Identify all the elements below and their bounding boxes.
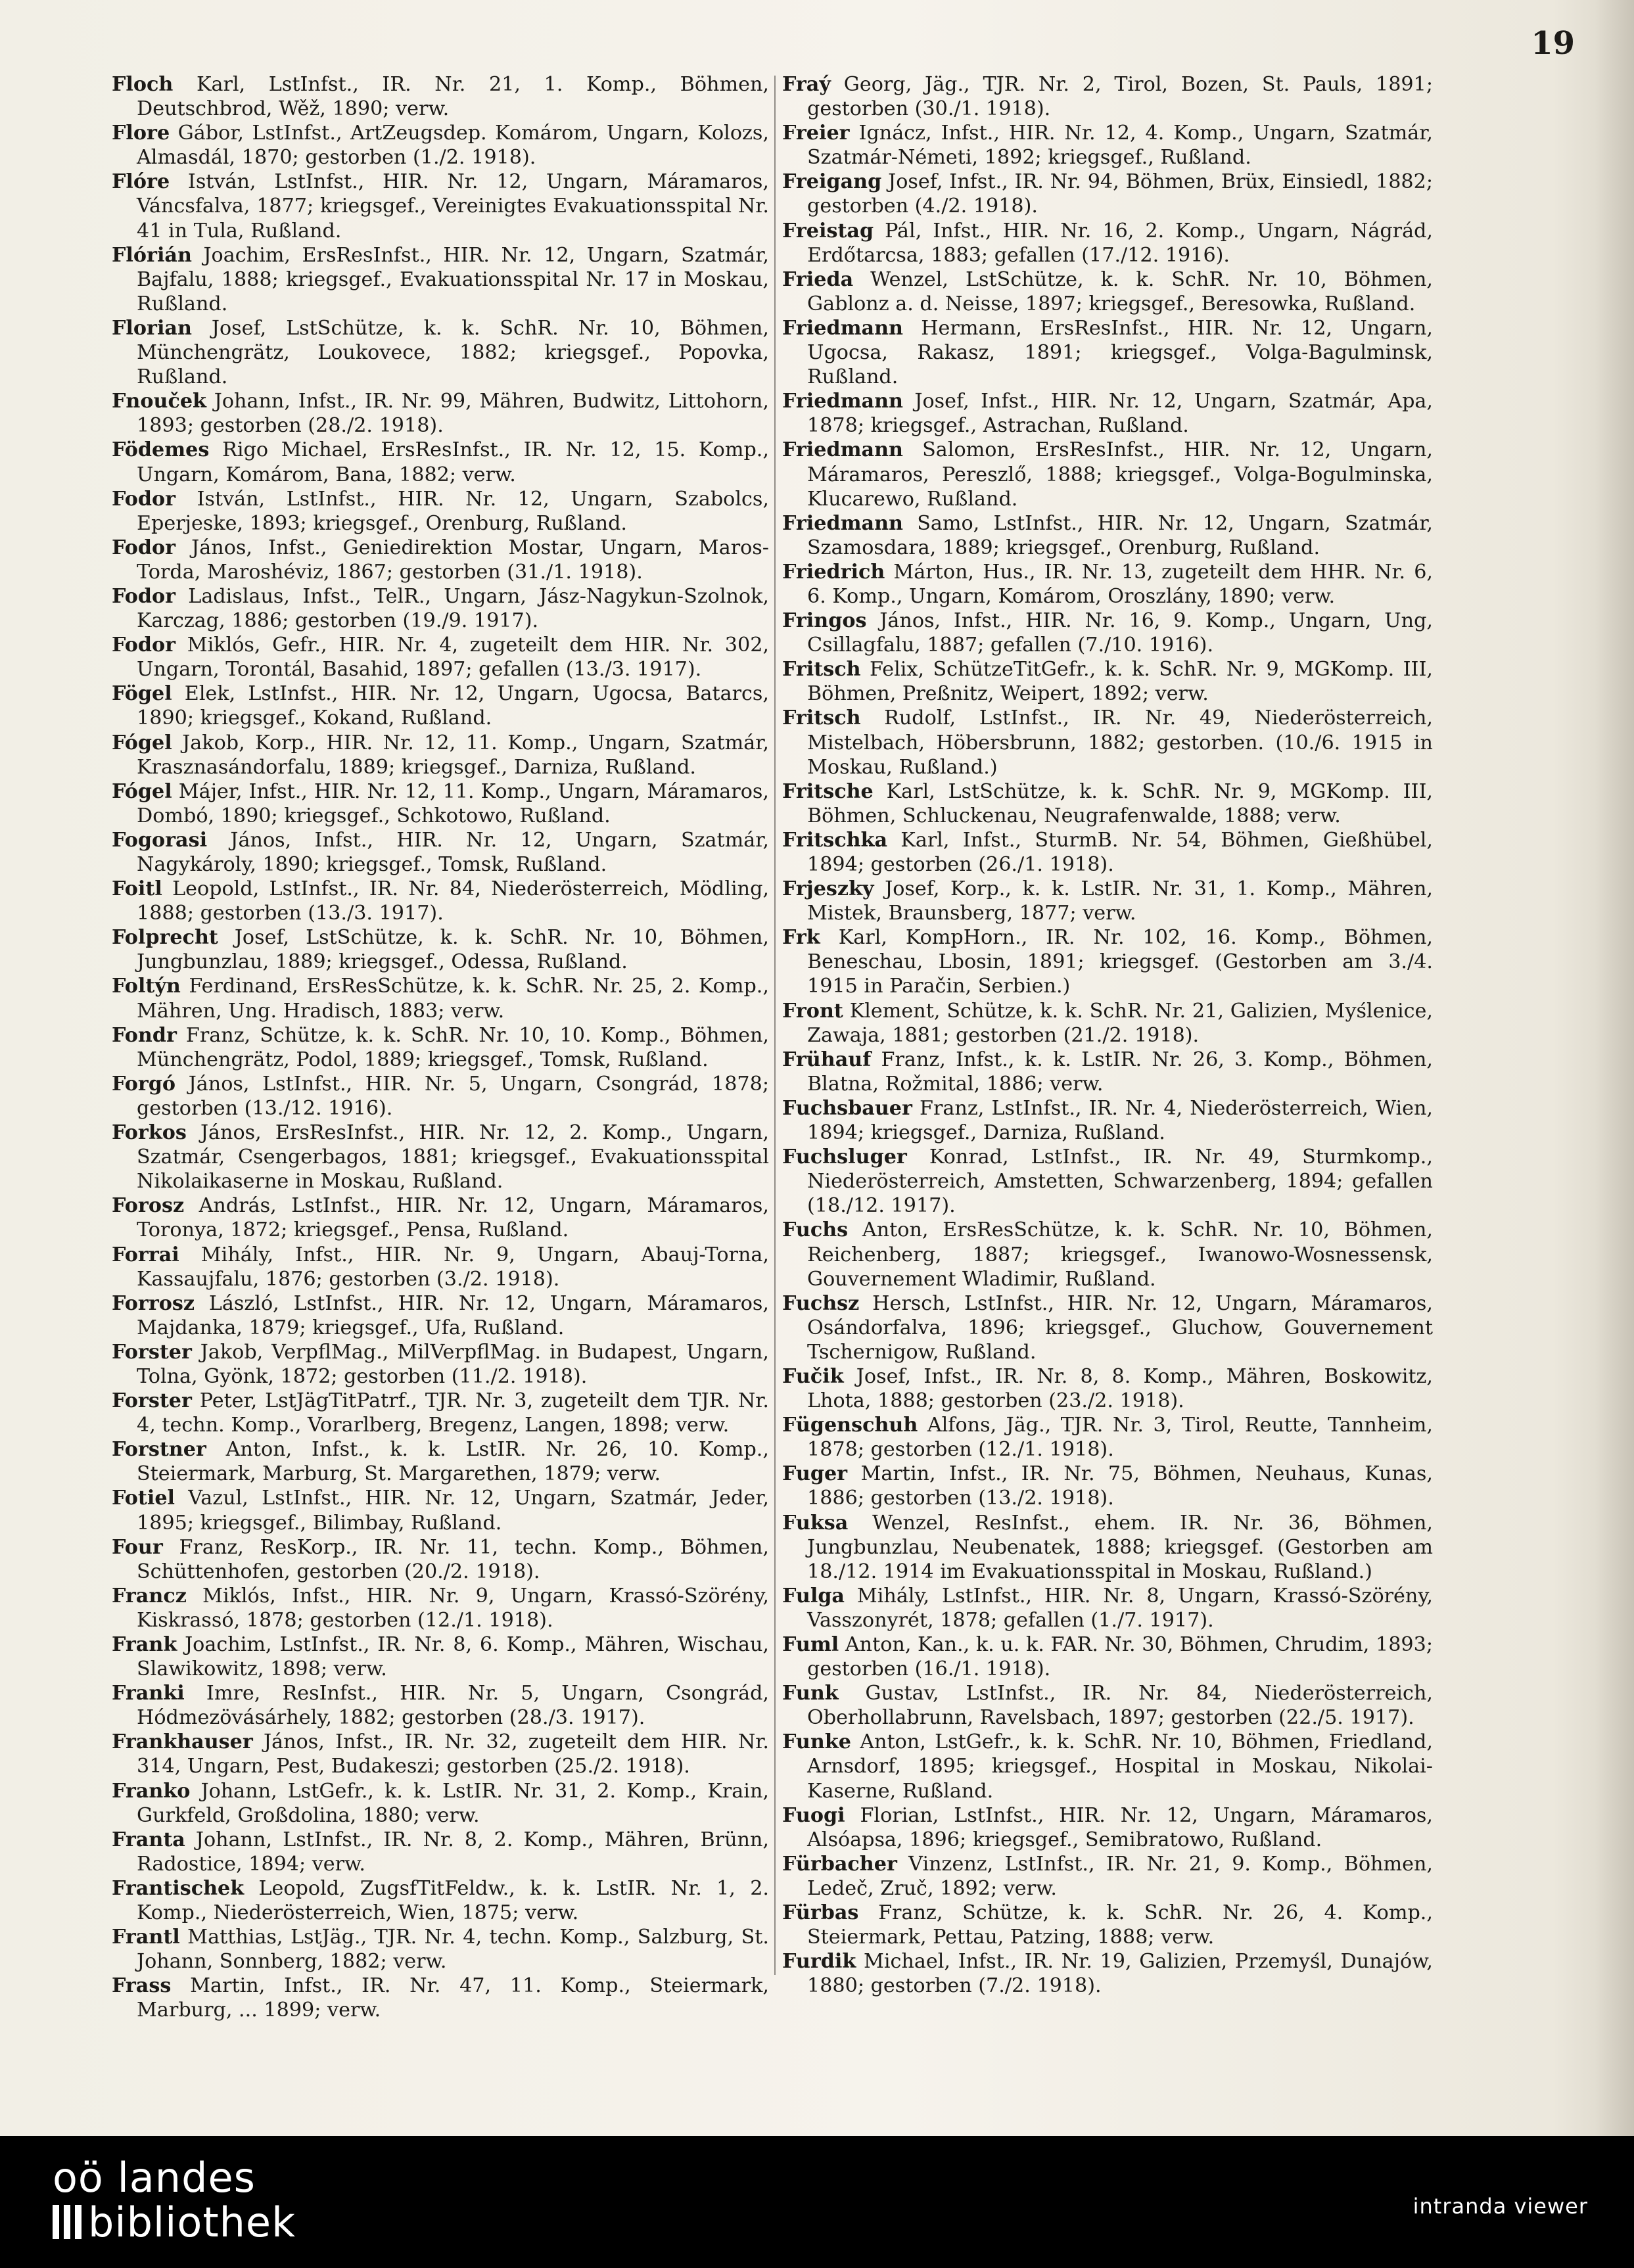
register-entry: [112, 121, 769, 170]
entry-details: Hersch, LstInfst., HIR. Nr. 12, Ungarn, Máramaros, Osándorfalva, 1896; kriegsgef., Gluchow, Gouvernement Tschernigow, Rußland.: [807, 1291, 1433, 1364]
page-edge-shadow: [1595, 0, 1634, 2136]
register-entry: [112, 1535, 769, 1584]
entry-surname: Frantischek: [112, 1876, 245, 1900]
register-entry: [782, 1803, 1433, 1852]
entry-surname: Floch: [112, 73, 174, 96]
entry-details: Johann, LstInfst., IR. Nr. 8, 2. Komp., Mähren, Brünn, Radostice, 1894; verw.: [137, 1828, 769, 1876]
entry-surname: Four: [112, 1535, 163, 1559]
register-entry: [782, 1632, 1433, 1681]
entry-surname: Fügenschuh: [782, 1414, 918, 1437]
entry-details: János, Infst., IR. Nr. 32, zugeteilt dem HIR. Nr. 314, Ungarn, Pest, Budakeszi; gestorben (25./2. 1918).: [137, 1730, 769, 1778]
entry-details: Karl, KompHorn., IR. Nr. 102, 16. Komp., Böhmen, Beneschau, Lbosin, 1891; kriegsgef. (Gestorben am 3./4. 1915 in Paračin, Serbien.): [807, 926, 1433, 998]
entry-surname: Födemes: [112, 438, 210, 462]
entry-details: Leopold, LstInfst., IR. Nr. 84, Niederösterreich, Mödling, 1888; gestorben (13./3. 1917).: [137, 877, 769, 925]
entry-surname: Freistag: [782, 219, 874, 243]
entry-details: Franz, Infst., k. k. LstIR. Nr. 26, 3. Komp., Böhmen, Blatna, Rožmital, 1886; verw.: [807, 1048, 1433, 1096]
entry-details: Johann, LstGefr., k. k. LstIR. Nr. 31, 2. Komp., Krain, Gurkfeld, Großdolina, 1880; verw.: [137, 1779, 769, 1827]
register-entry: [782, 1681, 1433, 1730]
entry-details: János, Infst., HIR. Nr. 16, 9. Komp., Ungarn, Ung, Csillagfalu, 1887; gefallen (7./10. 1916).: [807, 609, 1433, 657]
entry-surname: Furdik: [782, 1950, 856, 1974]
entry-surname: Fodor: [112, 487, 176, 511]
register-entry: [782, 657, 1433, 706]
entry-details: Samo, LstInfst., HIR. Nr. 12, Ungarn, Szatmár, Szamosdara, 1889; kriegsgef., Orenburg, Rußland.: [807, 511, 1433, 559]
entry-surname: Fuger: [782, 1462, 848, 1486]
entry-details: Rigo Michael, ErsResInfst., IR. Nr. 12, 15. Komp., Ungarn, Komárom, Bana, 1882; verw.: [137, 438, 769, 486]
register-entry: [112, 1925, 769, 1974]
entry-surname: Fuogi: [782, 1803, 845, 1827]
entry-details: Franz, LstInfst., IR. Nr. 4, Niederösterreich, Wien, 1894; kriegsgef., Darniza, Rußland.: [807, 1096, 1433, 1145]
entry-details: Májer, Infst., HIR. Nr. 12, 11. Komp., Ungarn, Máramaros, Dombó, 1890; kriegsgef., Schkotowo, Rußland.: [137, 779, 769, 827]
register-entry: [782, 1096, 1433, 1145]
entry-details: Josef, Infst., HIR. Nr. 12, Ungarn, Szatmár, Apa, 1878; kriegsgef., Astrachan, Rußland.: [807, 390, 1433, 438]
entry-surname: Fürbas: [782, 1901, 859, 1925]
entry-details: Pál, Infst., HIR. Nr. 16, 2. Komp., Ungarn, Nágrád, Erdőtarcsa, 1883; gefallen (17./12. 1916).: [807, 219, 1433, 267]
entry-surname: Fritsch: [782, 658, 861, 682]
register-entry: [782, 1901, 1433, 1949]
register-entry: [782, 438, 1433, 511]
entry-surname: Fraý: [782, 73, 831, 96]
entry-surname: Frantl: [112, 1926, 180, 1949]
entry-details: Anton, Infst., k. k. LstIR. Nr. 26, 10. Komp., Steiermark, Marburg, St. Margarethen, 1879; verw.: [137, 1438, 769, 1486]
entry-details: Jakob, Korp., HIR. Nr. 12, 11. Komp., Ungarn, Szatmár, Krasznasándorfalu, 1889; kriegsgef., Darniza, Rußland.: [137, 731, 769, 779]
entry-details: Joachim, LstInfst., IR. Nr. 8, 6. Komp., Mähren, Wischau, Slawikowitz, 1898; verw.: [137, 1633, 769, 1681]
entry-surname: Friedrich: [782, 560, 885, 584]
entry-surname: Fodor: [112, 584, 176, 608]
entry-surname: Forrosz: [112, 1291, 195, 1315]
entry-details: Karl, LstSchütze, k. k. SchR. Nr. 9, MGKomp. III, Böhmen, Schluckenau, Neugrafenwalde, 1888; verw.: [807, 779, 1433, 827]
entry-surname: Fnouček: [112, 390, 206, 413]
register-entry: [112, 682, 769, 730]
register-entry: [112, 584, 769, 633]
entry-details: Márton, Hus., IR. Nr. 13, zugeteilt dem HHR. Nr. 6, 6. Komp., Ungarn, Komárom, Oroszlány, 1890; verw.: [807, 560, 1433, 608]
register-entry: [782, 877, 1433, 925]
register-entry: [112, 1243, 769, 1291]
register-entry: [782, 828, 1433, 877]
right-column: [782, 72, 1433, 1998]
register-entry: [782, 267, 1433, 316]
entry-surname: Fogorasi: [112, 828, 208, 852]
entry-surname: Foitl: [112, 877, 162, 901]
viewer-label: intranda viewer: [1412, 2194, 1588, 2219]
register-entry: [112, 1023, 769, 1072]
entry-details: Hermann, ErsResInfst., HIR. Nr. 12, Ungarn, Ugocsa, Rakasz, 1891; kriegsgef., Volga-Bagulminsk, Rußland.: [807, 316, 1433, 389]
register-entry: [112, 170, 769, 243]
entry-surname: Frankhauser: [112, 1730, 253, 1754]
register-entry: [782, 1413, 1433, 1462]
entry-details: Josef, Korp., k. k. LstIR. Nr. 31, 1. Komp., Mähren, Mistek, Braunsberg, 1877; verw.: [807, 877, 1433, 925]
entry-surname: Fritschka: [782, 828, 888, 852]
register-entry: [112, 877, 769, 925]
entry-details: Anton, ErsResSchütze, k. k. SchR. Nr. 10, Böhmen, Reichenberg, 1887; kriegsgef., Iwanowo-Wosnessensk, Gouvernement Wladimir, Rußland.: [807, 1218, 1433, 1291]
column-divider: [774, 76, 776, 1975]
entry-details: Josef, LstSchütze, k. k. SchR. Nr. 10, Böhmen, Münchengrätz, Loukovece, 1882; kriegsgef., Popovka, Rußland.: [137, 316, 769, 389]
entry-surname: Freigang: [782, 170, 882, 194]
register-entry: [782, 779, 1433, 828]
entry-surname: Fondr: [112, 1023, 177, 1047]
entry-surname: Fritsche: [782, 779, 874, 803]
entry-surname: Frass: [112, 1974, 172, 1998]
entry-details: János, LstInfst., HIR. Nr. 5, Ungarn, Csongrád, 1878; gestorben (13./12. 1916).: [137, 1072, 769, 1120]
register-entry: [112, 1632, 769, 1681]
entry-surname: Friedmann: [782, 438, 903, 462]
entry-details: Michael, Infst., IR. Nr. 19, Galizien, Przemyśl, Dunajów, 1880; gestorben (7./2. 1918).: [807, 1950, 1433, 1998]
register-entry: [112, 974, 769, 1023]
library-logo-line1: oö landes: [53, 2154, 256, 2202]
entry-details: Matthias, LstJäg., TJR. Nr. 4, techn. Komp., Salzburg, St. Johann, Sonnberg, 1882; verw.: [137, 1926, 769, 1974]
entry-surname: Freier: [782, 122, 850, 145]
entry-surname: Forgó: [112, 1072, 176, 1096]
register-entry: [112, 633, 769, 682]
entry-details: Florian, LstInfst., HIR. Nr. 12, Ungarn, Máramaros, Alsóapsa, 1896; kriegsgef., Semibratowo, Rußland.: [807, 1803, 1433, 1851]
register-entry: [782, 706, 1433, 779]
entry-details: János, ErsResInfst., HIR. Nr. 12, 2. Komp., Ungarn, Szatmár, Csengerbagos, 1881; kriegsgef., Evakuationsspital Nikolaikaserne in Moskau, Rußland.: [137, 1121, 769, 1193]
entry-details: Imre, ResInfst., HIR. Nr. 5, Ungarn, Csongrád, Hódmezövásárhely, 1882; gestorben (28./3. 1917).: [137, 1682, 769, 1730]
entry-details: János, Infst., Geniedirektion Mostar, Ungarn, Maros-Torda, Maroshéviz, 1867; gestorben (31./1. 1918).: [137, 536, 769, 584]
register-entry: [782, 560, 1433, 609]
entry-details: Miklós, Infst., HIR. Nr. 9, Ungarn, Krassó-Szörény, Kiskrassó, 1878; gestorben (12./1. 1918).: [137, 1584, 769, 1632]
register-entry: [112, 438, 769, 486]
entry-details: Klement, Schütze, k. k. SchR. Nr. 21, Galizien, Myślenice, Zawaja, 1881; gestorben (21./2. 1918).: [807, 999, 1433, 1047]
entry-details: Konrad, LstInfst., IR. Nr. 49, Sturmkomp., Niederösterreich, Amstetten, Schwarzenberg, 1894; gefallen (18./12. 1917).: [807, 1146, 1433, 1218]
entry-details: Martin, Infst., IR. Nr. 75, Böhmen, Neuhaus, Kunas, 1886; gestorben (13./2. 1918).: [807, 1462, 1433, 1510]
entry-details: Karl, LstInfst., IR. Nr. 21, 1. Komp., Böhmen, Deutschbrod, Wěž, 1890; verw.: [137, 73, 769, 121]
entry-details: Wenzel, ResInfst., ehem. IR. Nr. 36, Böhmen, Jungbunzlau, Neubenatek, 1888; kriegsgef. (Gestorben am 18./12. 1914 im Evakuationsspital in Moskau, Rußland.): [807, 1511, 1433, 1583]
register-entry: [112, 1291, 769, 1340]
entry-details: István, LstInfst., HIR. Nr. 12, Ungarn, Máramaros, Váncsfalva, 1877; kriegsgef., Vereinigtes Evakuationsspital Nr. 41 in Tula, Rußland.: [137, 170, 769, 243]
entry-surname: Funk: [782, 1682, 839, 1705]
entry-surname: Franta: [112, 1828, 185, 1851]
entry-details: Martin, Infst., IR. Nr. 47, 11. Komp., Steiermark, Marburg, ... 1899; verw.: [137, 1974, 769, 2022]
entry-surname: Friedmann: [782, 511, 903, 535]
register-entry: [112, 243, 769, 316]
entry-surname: Friedmann: [782, 316, 903, 340]
register-entry: [112, 316, 769, 389]
entry-details: Georg, Jäg., TJR. Nr. 2, Tirol, Bozen, St. Pauls, 1891; gestorben (30./1. 1918).: [807, 73, 1433, 121]
register-entry: [112, 1121, 769, 1193]
entry-details: Vazul, LstInfst., HIR. Nr. 12, Ungarn, Szatmár, Jeder, 1895; kriegsgef., Bilimbay, Rußland.: [137, 1487, 769, 1535]
register-entry: [782, 1511, 1433, 1584]
entry-surname: Forkos: [112, 1121, 187, 1145]
register-entry: [112, 1340, 769, 1389]
register-entry: [112, 487, 769, 536]
entry-surname: Francz: [112, 1584, 187, 1608]
register-entry: [782, 1852, 1433, 1901]
register-entry: [782, 1949, 1433, 1998]
register-entry: [782, 1462, 1433, 1510]
entry-surname: Forster: [112, 1389, 192, 1413]
register-entry: [112, 389, 769, 438]
entry-surname: Foltýn: [112, 975, 181, 998]
entry-details: István, LstInfst., HIR. Nr. 12, Ungarn, Szabolcs, Eperjeske, 1893; kriegsgef., Orenburg, Rußland.: [137, 487, 769, 535]
entry-surname: Flore: [112, 122, 170, 145]
logo-bars-icon: [53, 2205, 83, 2239]
register-entry: [782, 316, 1433, 389]
register-entry: [112, 1779, 769, 1828]
entry-surname: Fuchsz: [782, 1291, 860, 1315]
entry-details: Anton, Kan., k. u. k. FAR. Nr. 30, Böhmen, Chrudim, 1893; gestorben (16./1. 1918).: [807, 1633, 1433, 1681]
register-entry: [782, 170, 1433, 218]
entry-surname: Frjeszky: [782, 877, 874, 901]
register-entry: [112, 1974, 769, 2022]
entry-details: Felix, SchützeTitGefr., k. k. SchR. Nr. 9, MGKomp. III, Böhmen, Preßnitz, Weipert, 1892; verw.: [807, 658, 1433, 706]
entry-details: János, Infst., HIR. Nr. 12, Ungarn, Szatmár, Nagykároly, 1890; kriegsgef., Tomsk, Rußland.: [137, 828, 769, 876]
entry-surname: Fodor: [112, 536, 176, 559]
register-entry: [782, 1730, 1433, 1803]
page-number: 19: [1531, 25, 1575, 62]
register-entry: [112, 1486, 769, 1535]
library-logo-text: bibliothek: [88, 2198, 296, 2246]
entry-details: Karl, Infst., SturmB. Nr. 54, Böhmen, Gießhübel, 1894; gestorben (26./1. 1918).: [807, 828, 1433, 876]
entry-surname: Frank: [112, 1633, 177, 1656]
entry-details: Gábor, LstInfst., ArtZeugsdep. Komárom, Ungarn, Kolozs, Almasdál, 1870; gestorben (1./2. 1918).: [137, 122, 769, 170]
library-logo-line2: [53, 2198, 296, 2246]
register-entry: [782, 1584, 1433, 1632]
entry-details: Salomon, ErsResInfst., HIR. Nr. 12, Ungarn, Máramaros, Pereszlő, 1888; kriegsgef., Volga-Bogulminska, Klucarewo, Rußland.: [807, 438, 1433, 511]
entry-surname: Fógel: [112, 731, 172, 754]
register-entry: [112, 1193, 769, 1242]
register-entry: [112, 1876, 769, 1925]
register-entry: [112, 72, 769, 121]
register-entry: [782, 1364, 1433, 1413]
entry-details: Mihály, Infst., HIR. Nr. 9, Ungarn, Abauj-Torna, Kassaujfalu, 1876; gestorben (3./2. 1918).: [137, 1243, 769, 1291]
entry-surname: Fučik: [782, 1364, 844, 1388]
entry-surname: Flórián: [112, 243, 192, 267]
entry-details: Johann, Infst., IR. Nr. 99, Mähren, Budwitz, Littohorn, 1893; gestorben (28./2. 1918).: [137, 390, 769, 438]
entry-details: Josef, LstSchütze, k. k. SchR. Nr. 10, Böhmen, Jungbunzlau, 1889; kriegsgef., Odessa, Rußland.: [137, 926, 769, 974]
register-entry: [112, 1730, 769, 1778]
register-entry: [782, 999, 1433, 1048]
entry-surname: Florian: [112, 316, 192, 340]
register-entry: [782, 1218, 1433, 1291]
entry-details: Franz, Schütze, k. k. SchR. Nr. 10, 10. Komp., Böhmen, Münchengrätz, Podol, 1889; kriegsgef., Tomsk, Rußland.: [137, 1023, 769, 1071]
entry-details: Jakob, VerpflMag., MilVerpflMag. in Budapest, Ungarn, Tolna, Gyönk, 1872; gestorben (11./2. 1918).: [137, 1340, 769, 1388]
register-entry: [782, 925, 1433, 998]
entry-surname: Franki: [112, 1682, 185, 1705]
entry-surname: Fringos: [782, 609, 867, 633]
register-entry: [782, 219, 1433, 267]
entry-surname: Fürbacher: [782, 1852, 897, 1876]
entry-details: Leopold, ZugsfTitFeldw., k. k. LstIR. Nr. 1, 2. Komp., Niederösterreich, Wien, 1875; verw.: [137, 1876, 769, 1925]
entry-details: Vinzenz, LstInfst., IR. Nr. 21, 9. Komp., Böhmen, Ledeč, Zruč, 1892; verw.: [807, 1852, 1433, 1900]
entry-details: László, LstInfst., HIR. Nr. 12, Ungarn, Máramaros, Majdanka, 1879; kriegsgef., Ufa, Rußland.: [137, 1291, 769, 1339]
entry-surname: Forstner: [112, 1438, 206, 1462]
entry-details: Rudolf, LstInfst., IR. Nr. 49, Niederösterreich, Mistelbach, Höbersbrunn, 1882; gestorben. (10./6. 1915 in Moskau, Rußland.): [807, 706, 1433, 779]
entry-details: Miklós, Gefr., HIR. Nr. 4, zugeteilt dem HIR. Nr. 302, Ungarn, Torontál, Basahid, 1897; gefallen (13./3. 1917).: [137, 634, 769, 682]
entry-details: Franz, Schütze, k. k. SchR. Nr. 26, 4. Komp., Steiermark, Pettau, Patzing, 1888; verw.: [807, 1901, 1433, 1949]
entry-surname: Front: [782, 999, 843, 1023]
register-entry: [112, 779, 769, 828]
register-entry: [782, 1291, 1433, 1364]
entry-details: Mihály, LstInfst., HIR. Nr. 8, Ungarn, Krassó-Szörény, Vasszonyrét, 1878; gefallen (1./7. 1917).: [807, 1584, 1433, 1632]
entry-details: Josef, Infst., IR. Nr. 8, 8. Komp., Mähren, Boskowitz, Lhota, 1888; gestorben (23./2. 1918).: [807, 1364, 1433, 1413]
entry-surname: Fuml: [782, 1633, 839, 1656]
register-entry: [782, 121, 1433, 170]
entry-surname: Forster: [112, 1340, 192, 1364]
entry-surname: Fögel: [112, 682, 172, 706]
register-entry: [112, 1389, 769, 1437]
entry-details: Ignácz, Infst., HIR. Nr. 12, 4. Komp., Ungarn, Szatmár, Szatmár-Németi, 1892; kriegsgef., Rußland.: [807, 122, 1433, 170]
left-column: [112, 72, 769, 2023]
register-entry: [112, 536, 769, 584]
entry-surname: Frieda: [782, 267, 854, 291]
entry-details: Elek, LstInfst., HIR. Nr. 12, Ungarn, Ugocsa, Batarcs, 1890; kriegsgef., Kokand, Rußland.: [137, 682, 769, 730]
entry-surname: Fuchsbauer: [782, 1096, 912, 1120]
register-entry: [782, 1048, 1433, 1096]
entry-surname: Forosz: [112, 1194, 185, 1218]
entry-surname: Fuchsluger: [782, 1146, 907, 1169]
entry-details: András, LstInfst., HIR. Nr. 12, Ungarn, Máramaros, Toronya, 1872; kriegsgef., Pensa, Rußland.: [137, 1194, 769, 1242]
entry-surname: Fotiel: [112, 1487, 175, 1510]
register-entry: [782, 1145, 1433, 1218]
entry-surname: Funke: [782, 1730, 851, 1754]
entry-surname: Fuchs: [782, 1218, 849, 1242]
register-entry: [112, 1584, 769, 1632]
entry-details: Josef, Infst., IR. Nr. 94, Böhmen, Brüx, Einsiedl, 1882; gestorben (4./2. 1918).: [807, 170, 1433, 218]
entry-details: Joachim, ErsResInfst., HIR. Nr. 12, Ungarn, Szatmár, Bajfalu, 1888; kriegsgef., Evakuationsspital Nr. 17 in Moskau, Rußland.: [137, 243, 769, 315]
entry-details: Wenzel, LstSchütze, k. k. SchR. Nr. 10, Böhmen, Gablonz a. d. Neisse, 1897; kriegsgef., Beresowka, Rußland.: [807, 267, 1433, 315]
entry-surname: Frk: [782, 926, 820, 950]
register-entry: [112, 828, 769, 877]
entry-surname: Friedmann: [782, 390, 903, 413]
register-entry: [112, 1437, 769, 1486]
entry-surname: Folprecht: [112, 926, 218, 950]
register-entry: [112, 925, 769, 974]
entry-details: Franz, ResKorp., IR. Nr. 11, techn. Komp., Böhmen, Schüttenhofen, gestorben (20./2. 1918).: [137, 1535, 769, 1583]
entry-surname: Franko: [112, 1779, 191, 1803]
register-entry: [112, 1828, 769, 1876]
entry-details: Gustav, LstInfst., IR. Nr. 84, Niederösterreich, Oberhollabrunn, Ravelsbach, 1897; gestorben (22./5. 1917).: [807, 1682, 1433, 1730]
entry-surname: Fulga: [782, 1584, 845, 1608]
entry-details: Ferdinand, ErsResSchütze, k. k. SchR. Nr. 25, 2. Komp., Mähren, Ung. Hradisch, 1883; verw.: [137, 975, 769, 1023]
entry-surname: Fritsch: [782, 706, 861, 730]
entry-surname: Flóre: [112, 170, 170, 194]
entry-details: Ladislaus, Infst., TelR., Ungarn, Jász-Nagykun-Szolnok, Karczag, 1886; gestorben (19./9. 1917).: [137, 584, 769, 633]
entry-details: Anton, LstGefr., k. k. SchR. Nr. 10, Böhmen, Friedland, Arnsdorf, 1895; kriegsgef., Hospital in Moskau, Nikolai-Kaserne, Rußland.: [807, 1730, 1433, 1803]
entry-surname: Fuksa: [782, 1511, 849, 1535]
register-entry: [782, 72, 1433, 121]
register-entry: [112, 1072, 769, 1121]
register-entry: [782, 511, 1433, 560]
entry-details: Alfons, Jäg., TJR. Nr. 3, Tirol, Reutte, Tannheim, 1878; gestorben (12./1. 1918).: [807, 1414, 1433, 1462]
register-entry: [112, 1681, 769, 1730]
entry-surname: Fodor: [112, 634, 176, 657]
register-entry: [782, 389, 1433, 438]
entry-surname: Fógel: [112, 779, 172, 803]
register-entry: [782, 609, 1433, 657]
entry-surname: Forrai: [112, 1243, 179, 1266]
entry-details: Peter, LstJägTitPatrf., TJR. Nr. 3, zugeteilt dem TJR. Nr. 4, techn. Komp., Vorarlberg, Bregenz, Langen, 1898; verw.: [137, 1389, 769, 1437]
entry-surname: Frühauf: [782, 1048, 872, 1071]
register-entry: [112, 731, 769, 779]
